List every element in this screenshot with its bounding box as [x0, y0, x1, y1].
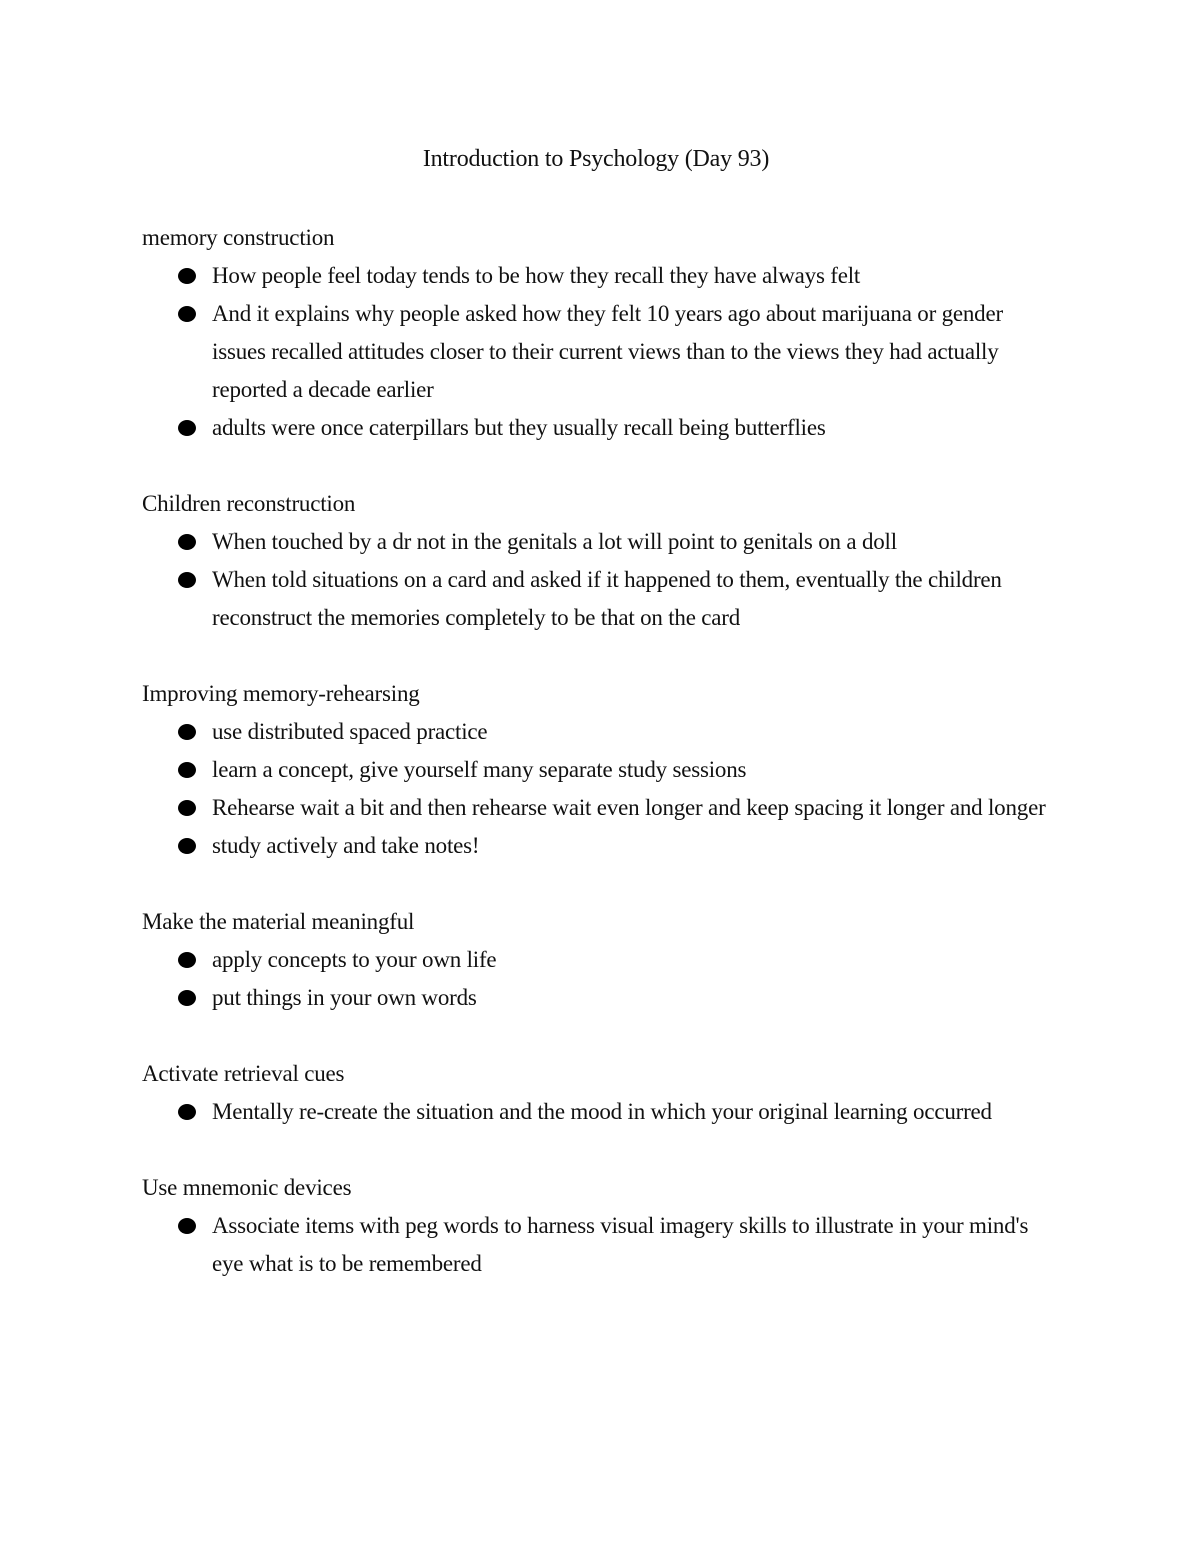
list-item [142, 713, 1050, 751]
list-item [142, 561, 1050, 637]
bullet-text: study actively and take notes! [212, 833, 480, 858]
bullet-list [142, 941, 1050, 1017]
bullet-list [142, 1093, 1050, 1131]
note-section [142, 219, 1050, 447]
list-item [142, 751, 1050, 789]
bullet-list [142, 257, 1050, 447]
bullet-text: Rehearse wait a bit and then rehearse wait even longer and keep spacing it longer and longer [212, 795, 1046, 820]
bullet-list [142, 523, 1050, 637]
note-section [142, 1169, 1050, 1283]
section-heading: Use mnemonic devices [142, 1175, 352, 1200]
bullet-icon [178, 838, 196, 854]
section-heading: Activate retrieval cues [142, 1061, 345, 1086]
bullet-text: When touched by a dr not in the genitals a lot will point to genitals on a doll [212, 529, 897, 554]
list-item [142, 789, 1050, 827]
list-item [142, 257, 1050, 295]
bullet-icon [178, 952, 196, 968]
note-section [142, 675, 1050, 865]
bullet-icon [178, 724, 196, 740]
bullet-icon [178, 306, 196, 322]
note-section [142, 1055, 1050, 1131]
bullet-text: learn a concept, give yourself many separate study sessions [212, 757, 747, 782]
note-section [142, 485, 1050, 637]
bullet-text: use distributed spaced practice [212, 719, 488, 744]
section-heading: Make the material meaningful [142, 909, 415, 934]
notes-body [142, 219, 1050, 1283]
bullet-text: adults were once caterpillars but they usually recall being butterflies [212, 415, 826, 440]
list-item [142, 1207, 1050, 1283]
list-item [142, 827, 1050, 865]
bullet-icon [178, 762, 196, 778]
bullet-icon [178, 420, 196, 436]
bullet-list [142, 1207, 1050, 1283]
bullet-icon [178, 1104, 196, 1120]
list-item [142, 979, 1050, 1017]
bullet-icon [178, 800, 196, 816]
bullet-text: Associate items with peg words to harness visual imagery skills to illustrate in your mind's eye what is to be remembered [212, 1213, 1029, 1276]
bullet-text: put things in your own words [212, 985, 477, 1010]
bullet-icon [178, 572, 196, 588]
bullet-text: And it explains why people asked how they felt 10 years ago about marijuana or gender issues recalled attitudes closer to their current views than to the views they had actually reported a decade earlier [212, 301, 1003, 402]
bullet-icon [178, 990, 196, 1006]
list-item [142, 941, 1050, 979]
bullet-text: When told situations on a card and asked if it happened to them, eventually the children reconstruct the memories completely to be that on the card [212, 567, 1002, 630]
section-heading: memory construction [142, 225, 335, 250]
bullet-text: Mentally re-create the situation and the mood in which your original learning occurred [212, 1099, 992, 1124]
list-item [142, 523, 1050, 561]
note-section [142, 903, 1050, 1017]
bullet-text: How people feel today tends to be how they recall they have always felt [212, 263, 861, 288]
bullet-icon [178, 534, 196, 550]
bullet-icon [178, 268, 196, 284]
list-item [142, 295, 1050, 409]
section-heading: Children reconstruction [142, 491, 356, 516]
bullet-list [142, 713, 1050, 865]
list-item [142, 409, 1050, 447]
list-item [142, 1093, 1050, 1131]
page-title: Introduction to Psychology (Day 93) [422, 146, 770, 172]
section-heading: Improving memory-rehearsing [142, 681, 420, 706]
bullet-text: apply concepts to your own life [212, 947, 497, 972]
bullet-icon [178, 1218, 196, 1234]
